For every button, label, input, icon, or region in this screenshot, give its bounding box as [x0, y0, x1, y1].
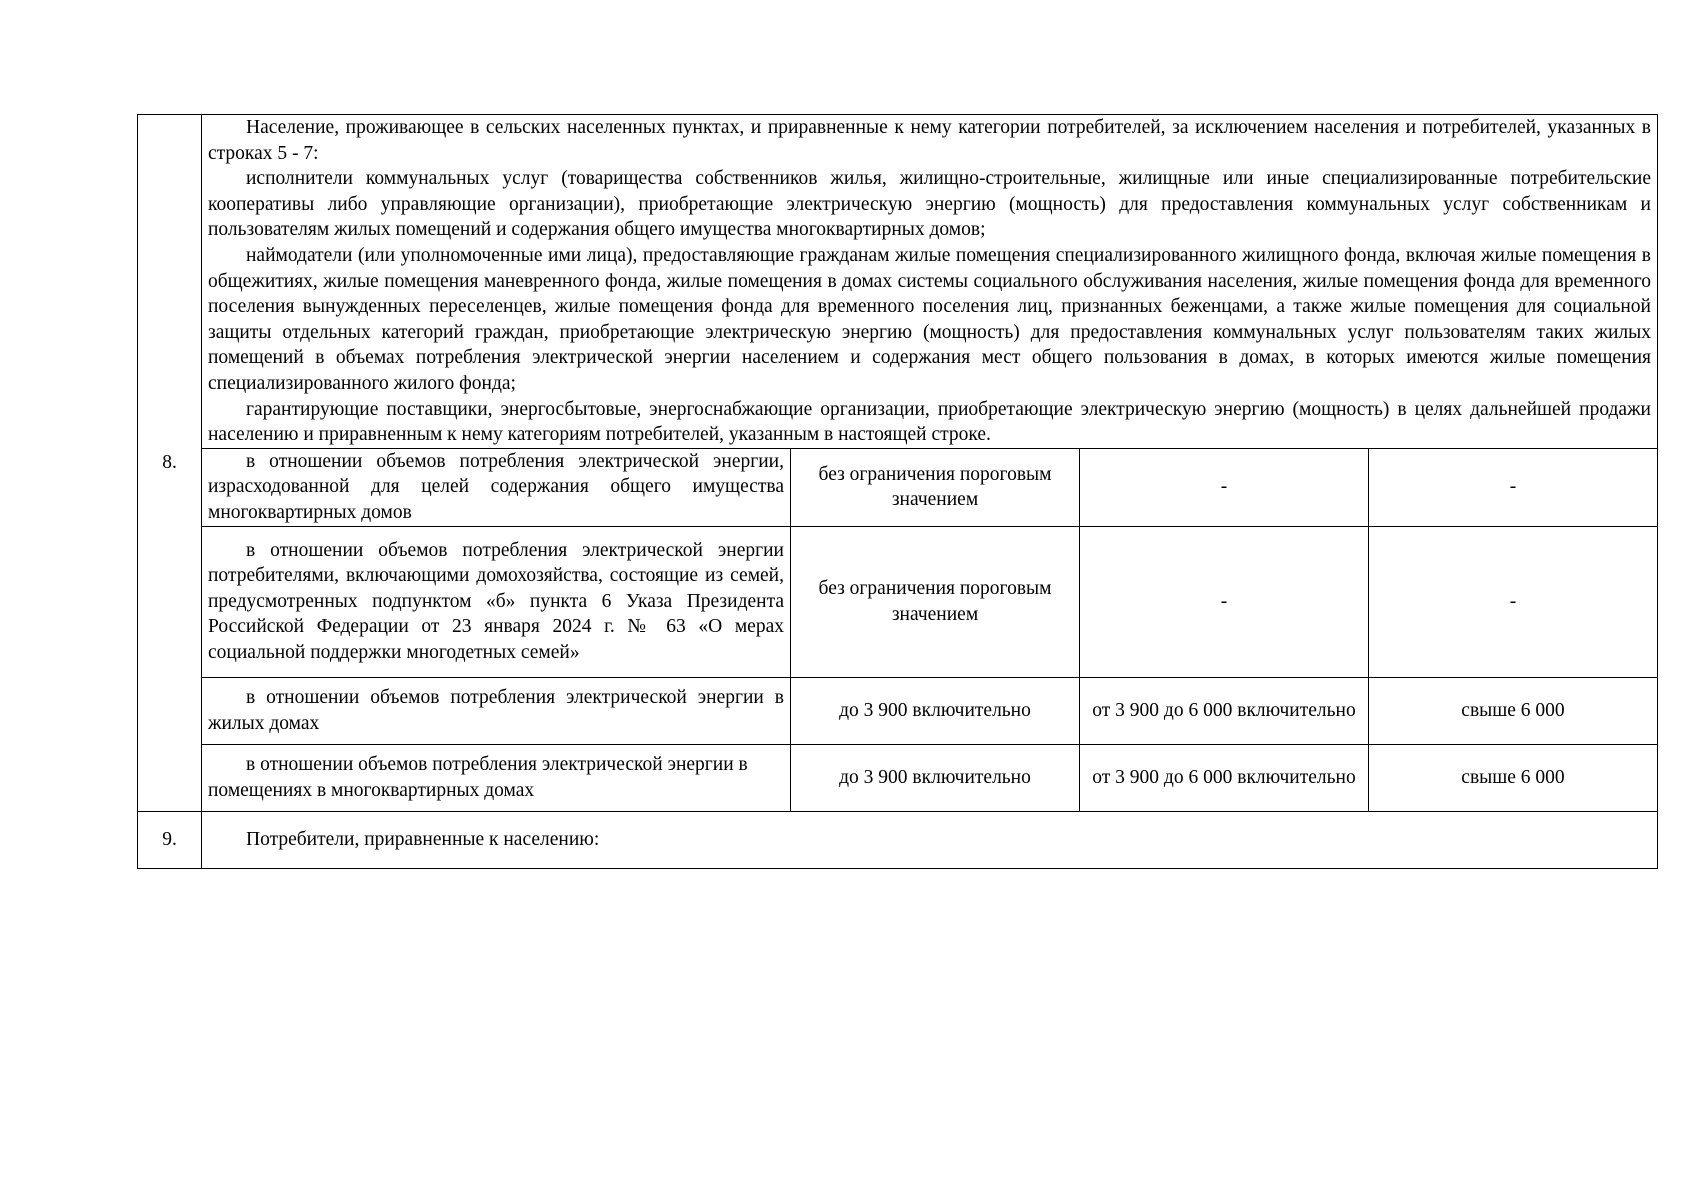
condition-cell [202, 677, 791, 744]
range-cell-1: до 3 900 включительно [791, 744, 1080, 811]
range-cell-1: без ограничения пороговым значением [791, 526, 1080, 677]
row-number: 8. [138, 115, 202, 812]
table-row [138, 677, 1658, 744]
row-9-text: Потребители, приравненные к населению: [246, 828, 600, 850]
condition-cell [202, 526, 791, 677]
table-row [138, 448, 1658, 526]
range-cell-1: до 3 900 включительно [791, 677, 1080, 744]
condition-text: в отношении объемов потребления электрической энергии потребителями, включающими домохозяйства, состоящие из семей, предусмотренных подпунктом «б» пункта 6 Указа Президента Российской Федерации от 23 января 2024 г. № 63 «О мерах социальной поддержки многодетных семей» [208, 539, 784, 663]
intro-paragraph: наймодатели (или уполномоченные ими лица), предоставляющие гражданам жилые помещения специализированного жилищного фонда, включая жилые помещения в общежитиях, жилые помещения маневренного фонда, жилые помещения в домах системы социального обслуживания населения, жилые помещения фонда для временного поселения вынужденных переселенцев, жилые помещения фонда для временного поселения лиц, признанных беженцами, а также жилые помещения для социальной защиты отдельных категорий граждан, приобретающие электрическую энергию (мощность) для предоставления коммунальных услуг пользователям таких жилых помещений в объемах потребления электрической энергии населением и содержания мест общего пользования в домах, в которых имеются жилые помещения специализированного жилого фонда; [208, 244, 1651, 394]
row-number: 9. [138, 811, 202, 868]
range-cell-2: - [1080, 526, 1369, 677]
intro-paragraph: гарантирующие поставщики, энергосбытовые, энергоснабжающие организации, приобретающие электрическую энергию (мощность) в целях дальнейшей продажи населению и приравненным к нему категориям потребителей, указанным в настоящей строке. [208, 398, 1651, 446]
range-cell-3: - [1369, 448, 1658, 526]
table-row [138, 526, 1658, 677]
range-cell-2: - [1080, 448, 1369, 526]
condition-text: в отношении объемов потребления электрической энергии, израсходованной для целей содержания общего имущества многоквартирных домов [208, 450, 784, 523]
range-cell-3: свыше 6 000 [1369, 744, 1658, 811]
range-cell-1: без ограничения пороговым значением [791, 448, 1080, 526]
intro-paragraph: исполнители коммунальных услуг (товарищества собственников жилья, жилищно-строительные, жилищные или иные специализированные потребительские кооперативы либо управляющие организации), приобретающие электрическую энергию (мощность) для предоставления коммунальных услуг собственникам и пользователям жилых помещений и содержания общего имущества многоквартирных домов; [208, 168, 1651, 241]
intro-paragraph: Население, проживающее в сельских населенных пунктах, и приравненные к нему категории потребителей, за исключением населения и потребителей, указанных в строках 5 - 7: [208, 117, 1651, 164]
condition-text: в отношении объемов потребления электрической энергии в жилых домах [208, 686, 784, 734]
condition-text: в отношении объемов потребления электрической энергии в помещениях в многоквартирных домах [208, 753, 748, 801]
row-9-text-cell [202, 811, 1658, 868]
row-8-intro-cell [202, 115, 1658, 449]
table-row [138, 744, 1658, 811]
table-row-9 [138, 811, 1658, 868]
range-cell-3: свыше 6 000 [1369, 677, 1658, 744]
range-cell-3: - [1369, 526, 1658, 677]
range-cell-2: от 3 900 до 6 000 включительно [1080, 677, 1369, 744]
condition-cell [202, 744, 791, 811]
table-row-8-intro [138, 115, 1658, 449]
tariff-table [137, 114, 1658, 869]
condition-cell [202, 448, 791, 526]
range-cell-2: от 3 900 до 6 000 включительно [1080, 744, 1369, 811]
